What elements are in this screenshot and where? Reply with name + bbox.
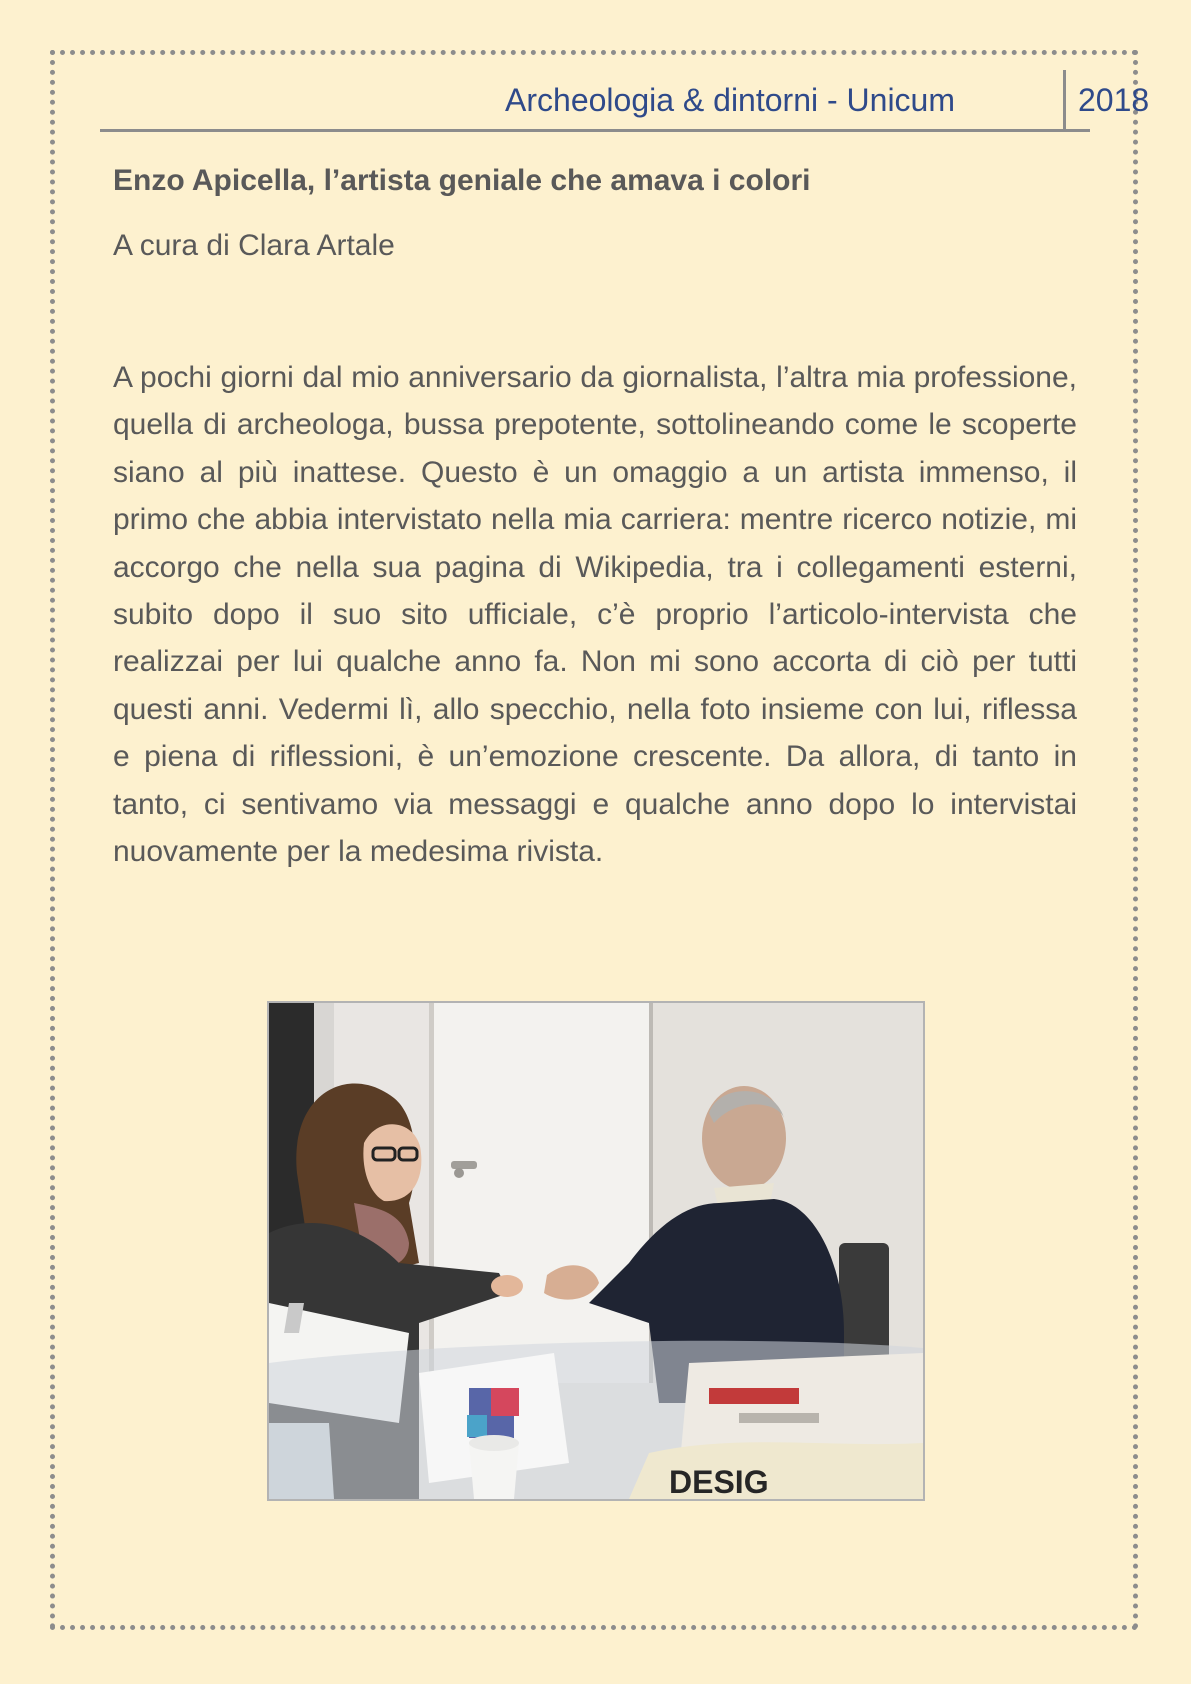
header-year: 2018: [1078, 82, 1150, 118]
article-byline: A cura di Clara Artale: [113, 229, 395, 262]
interview-photo: [267, 1001, 925, 1501]
page-header: [100, 70, 1150, 132]
header-title: Archeologia & dintorni - Unicum: [505, 82, 955, 118]
article-title: Enzo Apicella, l’artista geniale che amava i colori: [113, 164, 811, 197]
header-divider: [1063, 70, 1066, 132]
newspaper-text: DESIG: [669, 1464, 769, 1499]
article-body: A pochi giorni dal mio anniversario da giornalista, l’altra mia professione, quella di archeologa, bussa prepotente, sottolineando come le scoperte siano al più inattese. Questo è un omaggio a un artista immenso, il primo che abbia intervistato nella mia carriera: mentre ricerco notizie, mi accorgo che nella sua pagina di Wikipedia, tra i collegamenti esterni, subito dopo il suo sito ufficiale, c’è proprio l’articolo-intervista che realizzai per lui qualche anno fa. Non mi sono accorta di ciò per tutti questi anni. Vedermi lì, allo specchio, nella foto insieme con lui, riflessa e piena di riflessioni, è un’emozione crescente. Da allora, di tanto in tanto, ci sentivamo via messaggi e qualche anno dopo lo intervistai nuovamente per la medesima rivista.: [113, 361, 1077, 869]
